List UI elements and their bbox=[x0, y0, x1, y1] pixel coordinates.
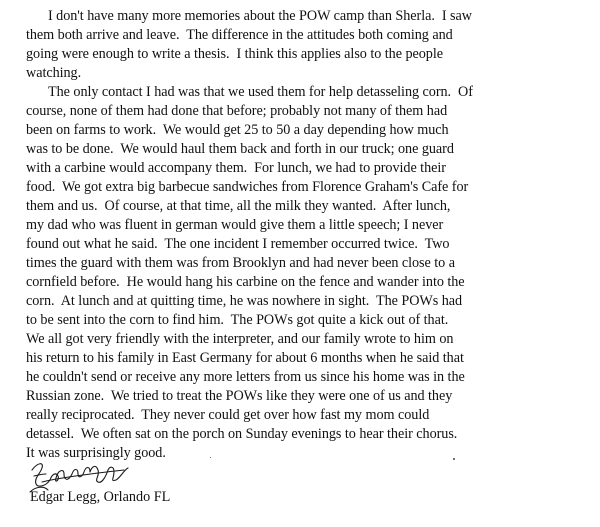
scan-speck bbox=[453, 458, 455, 460]
author-byline: Edgar Legg, Orlando FL bbox=[30, 489, 171, 505]
text-line: them and us. Of course, at that time, all the milk they wanted. After lunch, bbox=[26, 198, 451, 214]
scan-speck bbox=[210, 457, 211, 458]
text-line: corn. At lunch and at quitting time, he was nowhere in sight. The POWs had bbox=[26, 293, 463, 309]
text-line: times the guard with them was from Brooklyn and had never been close to a bbox=[26, 255, 455, 271]
text-line: going were enough to write a thesis. I think this applies also to the people bbox=[26, 46, 443, 62]
text-line: my dad who was fluent in german would give them a little speech; I never bbox=[26, 217, 444, 233]
text-line: with a carbine would accompany them. For lunch, we had to provide their bbox=[26, 160, 446, 176]
text-line: been on farms to work. We would get 25 to 50 a day depending how much bbox=[26, 122, 449, 138]
text-line: was to be done. We would haul them back and forth in our truck; one guard bbox=[26, 141, 454, 157]
text-line: watching. bbox=[26, 65, 82, 81]
text-line: found out what he said. The one incident I remember occurred twice. Two bbox=[26, 236, 450, 252]
text-line: It was surprisingly good. bbox=[26, 445, 166, 461]
text-line: his return to his family in East Germany for about 6 months when he said that bbox=[26, 350, 464, 366]
text-line: course, none of them had done that before; probably not many of them had bbox=[26, 103, 448, 119]
text-line: to be sent into the corn to find him. The POWs got quite a kick out of that. bbox=[26, 312, 449, 328]
text-line: food. We got extra big barbecue sandwiches from Florence Graham's Cafe for bbox=[26, 179, 469, 195]
text-line: The only contact I had was that we used them for help detasseling corn. Of bbox=[48, 84, 473, 100]
text-line: cornfield before. He would hang his carbine on the fence and wander into the bbox=[26, 274, 465, 290]
text-line: We all got very friendly with the interpreter, and our family wrote to him on bbox=[26, 331, 454, 347]
text-line: them both arrive and leave. The difference in the attitudes both coming and bbox=[26, 27, 453, 43]
text-line: really reciprocated. They never could get over how fast my mom could bbox=[26, 407, 430, 423]
text-line: detassel. We often sat on the porch on Sunday evenings to hear their chorus. bbox=[26, 426, 458, 442]
text-line: he couldn't send or receive any more letters from us since his home was in the bbox=[26, 369, 465, 385]
text-line: Russian zone. We tried to treat the POWs like they were one of us and they bbox=[26, 388, 453, 404]
text-line: I don't have many more memories about the POW camp than Sherla. I saw bbox=[48, 8, 472, 24]
